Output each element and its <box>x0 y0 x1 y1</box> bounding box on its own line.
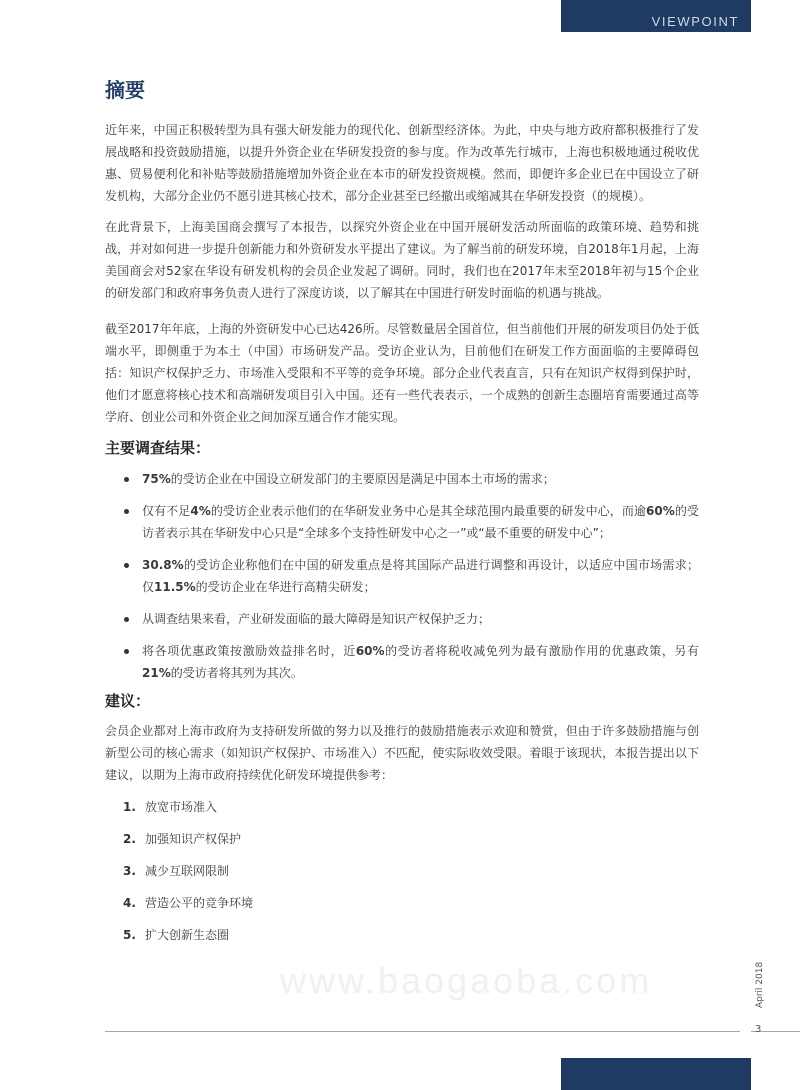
issue-date: April 2018 <box>755 961 765 1009</box>
finding-item: 75%的受访企业在中国设立研发部门的主要原因是满足中国本土市场的需求； <box>105 468 699 490</box>
finding-item: 从调查结果来看，产业研发面临的最大障碍是知识产权保护乏力； <box>105 608 699 630</box>
recommendation-item: 1. 放宽市场准入 <box>123 800 218 814</box>
finding-item: 仅有不足4%的受访企业表示他们的在华研发业务中心是其全球范围内最重要的研发中心，而逾60%的受访者表示其在华研发中心只是“全球多个支持性研发中心之一”或“最不重要的研发中心”； <box>105 500 699 544</box>
recommendation-item: 2. 加强知识产权保护 <box>123 832 242 846</box>
findings-list <box>105 468 699 694</box>
recommendations-intro: 会员企业都对上海市政府为支持研发所做的努力以及推行的鼓励措施表示欢迎和赞赏，但由于许多鼓励措施与创新型公司的核心需求（如知识产权保护、市场准入）不匹配，使实际收效受限。着眼于该现状，本报告提出以下建议，以期为上海市政府持续优化研发环境提供参考： <box>105 724 699 782</box>
bullet-icon <box>124 649 129 654</box>
bullet-icon <box>124 563 129 568</box>
page-number: 3 <box>755 1024 762 1035</box>
recommendation-item: 3. 减少互联网限制 <box>123 864 230 878</box>
finding-item: 30.8%的受访企业称他们在中国的研发重点是将其国际产品进行调整和再设计，以适应中国市场需求；仅11.5%的受访企业在华进行高精尖研发； <box>105 554 699 598</box>
page-title: 摘要 <box>105 78 145 102</box>
summary-paragraph-2: 在此背景下，上海美国商会撰写了本报告，以探究外资企业在中国开展研发活动所面临的政策环境、趋势和挑战，并对如何进一步提升创新能力和外资研发水平提出了建议。为了解当前的研发环境，自2018年1月起，上海美国商会对52家在华设有研发机构的会员企业发起了调研。同时，我们也在2017年末至2018年初与15个企业的研发部门和政府事务负责人进行了深度访谈，以了解其在中国进行研发时面临的机遇与挑战。 <box>105 220 699 300</box>
footer-banner <box>561 1058 751 1090</box>
viewpoint-label: VIEWPOINT <box>651 14 739 29</box>
bullet-icon <box>124 509 129 514</box>
recommendations-heading: 建议： <box>105 692 151 710</box>
recommendation-item: 4. 营造公平的竞争环境 <box>123 896 254 910</box>
bullet-icon <box>124 477 129 482</box>
summary-paragraph-3: 截至2017年年底，上海的外资研发中心已达426所。尽管数量居全国首位，但当前他们开展的研发项目仍处于低端水平，即侧重于为本土（中国）市场研发产品。受访企业认为，目前他们在研发工作方面面临的主要障碍包括：知识产权保护乏力、市场准入受限和不平等的竞争环境。部分企业代表直言，只有在知识产权得到保护时，他们才愿意将核心技术和高端研发项目引入中国。还有一些代表表示，一个成熟的创新生态圈培育需要通过高等学府、创业公司和外资企业之间加深互通合作才能实现。 <box>105 322 699 424</box>
footer-rule <box>105 1031 740 1032</box>
bullet-icon <box>124 617 129 622</box>
recommendations-list <box>123 796 253 956</box>
finding-item: 将各项优惠政策按激励效益排名时，近60%的受访者将税收减免列为最有激励作用的优惠政策，另有21%的受访者将其列为其次。 <box>105 640 699 684</box>
header-banner <box>561 0 751 32</box>
recommendation-item: 5. 扩大创新生态圈 <box>123 928 230 942</box>
watermark: www.baogaoba.com <box>280 960 653 1001</box>
summary-paragraph-1: 近年来，中国正积极转型为具有强大研发能力的现代化、创新型经济体。为此，中央与地方政府都积极推行了发展战略和投资鼓励措施，以提升外资企业在华研发投资的参与度。作为改革先行城市，上海也积极地通过税收优惠、贸易便利化和补贴等鼓励措施增加外资企业在本市的研发投资规模。然而，即便许多企业已在中国设立了研发机构，大部分企业仍不愿引进其核心技术，部分企业甚至已经撤出或缩减其在华研发投资（的规模）。 <box>105 123 699 203</box>
findings-heading: 主要调查结果： <box>105 439 211 457</box>
